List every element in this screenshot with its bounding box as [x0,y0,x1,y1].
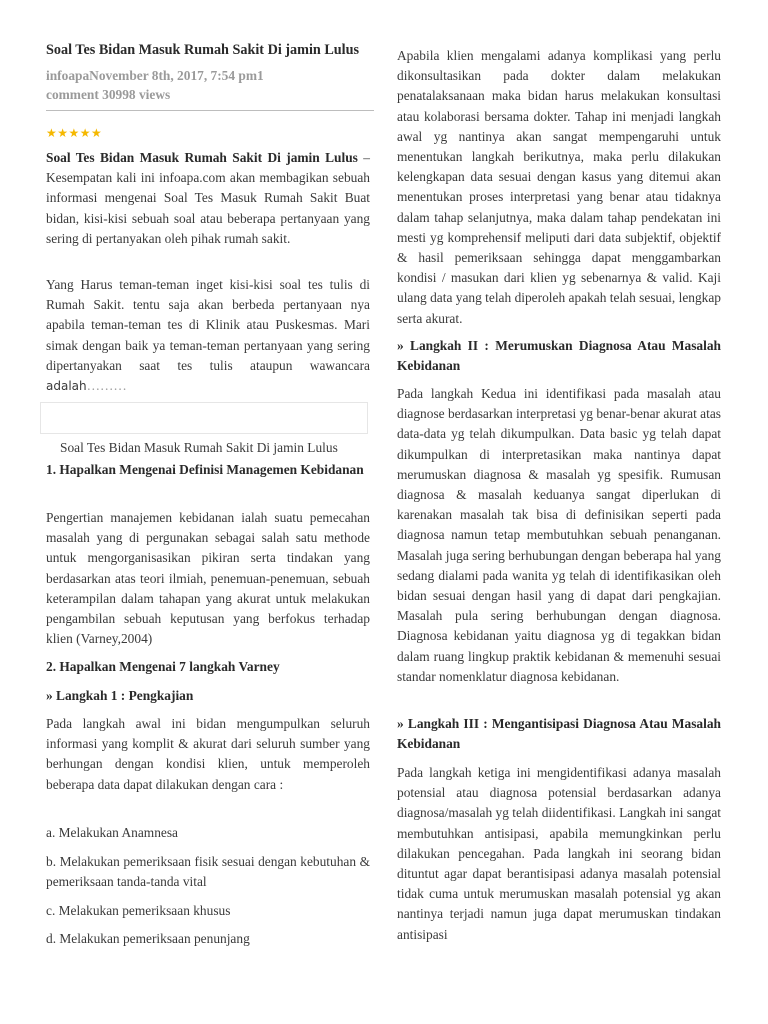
heading-langkah-1: » Langkah 1 : Pengkajian [46,688,194,703]
image-placeholder [40,402,368,434]
article-meta [46,66,264,104]
intro-paragraph [46,148,370,249]
heading-langkah-2: » Langkah II : Merumuskan Diagnosa Atau Masalah Kebidanan [397,338,721,374]
list-item-b: b. Melakukan pemeriksaan fisik sesuai dengan kebutuhan & pemeriksaan tanda-tanda vital [46,854,370,890]
paragraph-definisi: Pengertian manajemen kebidanan ialah suatu pemecahan masalah yang di pergunakan sebagai salah satu methode untuk mengorganisasikan pikiran serta tindakan yang berdasarkan atas teori ilmiah, penemuan-penemuan, sebuah keterampilan dalam tahapan yang akurat untuk melakukan pengambilan sebuah keputusan yang berfokus terhadap klien (Varney,2004) [46,510,370,647]
intro-rest: – Kesempatan kali ini infoapa.com akan membagikan sebuah informasi mengenai Soal Tes Masuk Rumah Sakit Buat bidan, kisi-kisi sebuah soal atau beberapa pertanyaan yang sering di pertanyakan oleh pihak rumah sakit. [46,150,370,246]
list-item-a: a. Melakukan Anamnesa [46,825,179,840]
heading-definisi: 1. Hapalkan Mengenai Definisi Managemen Kebidanan [46,462,364,477]
paragraph-konsultasi: Apabila klien mengalami adanya komplikasi yang perlu dikonsultasikan pada dokter dalam melakukan penatalaksanaan maka bidan harus melakukan konsultasi atau kolaborasi bersama dokter. Tahap ini menjadi langkah awal yg nantinya akan sangat mempengaruhi untuk menentukan langkah berikutnya, maka perlu dilakukan kelengkapan data sesuai dengan kasus yang ditemui akan menentukan proses interpretasi yang benar atau tidaknya dalam tahap selanjutnya, maka dalam tahap pendekatan ini mesti yg komprehensif meliputi dari data subjektif, objektif & hasil pemeriksaan sehingga dapat menggambarkan kondisi / masukan dari klien yg sebenarnya & valid. Kaji ulang data yang telah diperoleh apakah telah sesuai, lengkap serta akurat. [397,48,721,326]
list-item-d: d. Melakukan pemeriksaan penunjang [46,931,250,946]
article-title: Soal Tes Bidan Masuk Rumah Sakit Di jamin Lulus [46,42,360,58]
divider [46,110,374,111]
image-caption: Soal Tes Bidan Masuk Rumah Sakit Di jamin Lulus [60,440,338,455]
ellipsis: ……… [86,378,127,394]
heading-langkah-3: » Langkah III : Mengantisipasi Diagnosa Atau Masalah Kebidanan [397,716,721,752]
intro-bold: Soal Tes Bidan Masuk Rumah Sakit Di jamin Lulus [46,150,358,165]
meta-line-1: infoapaNovember 8th, 2017, 7:54 pm1 [46,68,264,83]
paragraph-langkah-1: Pada langkah awal ini bidan mengumpulkan seluruh informasi yang komplit & akurat dari seluruh sumber yang berhungan dengan kondisi klien, untuk memperoleh beberapa data dapat dilakukan dengan cara : [46,716,370,792]
paragraph-langkah-2: Pada langkah Kedua ini identifikasi pada masalah atau diagnose berdasarkan interpretasi yg benar-benar akurat atas data-data yg telah dikumpulkan. Data basic yg telah dapat dikumpulkan di interpretasikan maka nantinya dapat merumuskan diagnosa & masalah yg spesifik. Rumusan diagnosa & masalah keduanya sangat diperlukan di karenakan masalah tak bisa di definisikan seperti pada diagnosa namun tetap membutuhkan sebuah penanganan. Masalah juga sering berhubungan dengan beberapa hal yang sedang dialami pada wanita yg telah di identifikasikan oleh bidan sesuai dengan hasil yang di dapat dari pengkajian. Masalah pula sering berhubungan dengan diagnosa. Diagnosa kebidanan yaitu diagnosa yg di tegakkan bidan dalam ruang lingkup praktik kebidanan & memenuhi sesuai standar nomenklatur diagnosa kebidanan. [397,386,721,684]
heading-7-langkah: 2. Hapalkan Mengenai 7 langkah Varney [46,659,280,674]
list-item-c: c. Melakukan pemeriksaan khusus [46,903,231,918]
meta-line-2: comment 30998 views [46,87,171,102]
paragraph-kisi-kisi [46,275,370,396]
paragraph-kisi-kisi-text: Yang Harus teman-teman inget kisi-kisi soal tes tulis di Rumah Sakit. tentu saja akan berbeda pertanyaan nya apabila teman-teman tes di Klinik atau Puskesmas. Mari simak dengan baik ya teman-teman pertanyaan yang sering dipertanyakan saat tes tulis ataupun wawancara [46,277,370,373]
paragraph-end-word: adalah [46,379,87,394]
rating-stars-icon: ★★★★★ [46,126,103,140]
paragraph-langkah-3: Pada langkah ketiga ini mengidentifikasi adanya masalah potensial atau diagnosa potensial berdasarkan adanya diagnosa/masalah yg telah diidentifikasi. Langkah ini sangat membutuhkan antisipasi, apabila memungkinkan perlu dilakukan pencegahan. Pada langkah ini seorang bidan dituntut agar dapat berantisipasi adanya masalah potensial tidak cuma untuk merumuskan masalah potensial yg akan nantinya terjadi namun juga dapat merumuskan tindakan antisipasi [397,765,721,942]
